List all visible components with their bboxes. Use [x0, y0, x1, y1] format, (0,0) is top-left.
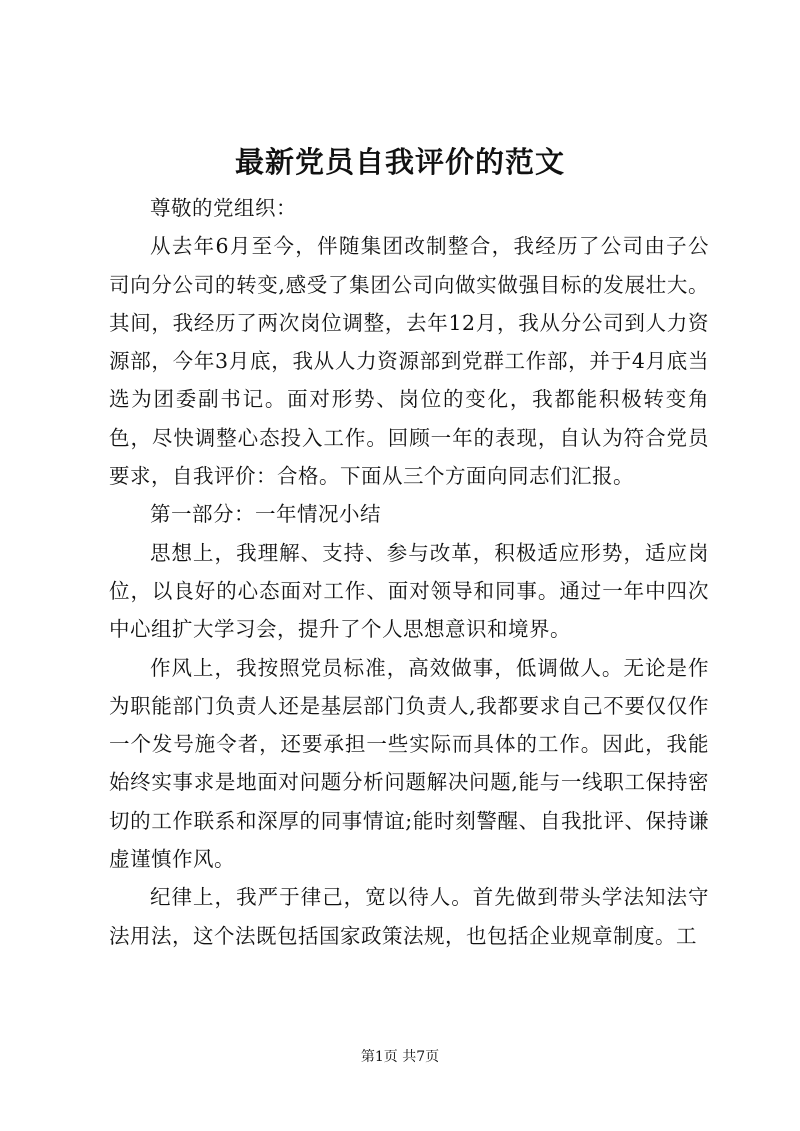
document-title: 最新党员自我评价的范文	[234, 145, 565, 179]
page-number: 第1页 共7页	[360, 1049, 440, 1065]
intro-paragraph: 从去年6月至今，伴随集团改制整合，我经历了公司由子公司向分公司的转变,感受了集团公司向做实做强目标的发展壮大。其间，我经历了两次岗位调整，去年12月，我从分公司到人力资源部，今年3月底，我从人力资源部到党群工作部，并于4月底当选为团委副书记。面对形势、岗位的变化，我都能积极转变角色，尽快调整心态投入工作。回顾一年的表现，自认为符合党员要求，自我评价：合格。下面从三个方面向同志们汇报。	[109, 234, 709, 489]
discipline-paragraph: 纪律上，我严于律己，宽以待人。首先做到带头学法知法守法用法，这个法既包括国家政策法规，也包括企业规章制度。工	[109, 885, 709, 948]
style-paragraph: 作风上，我按照党员标准，高效做事，低调做人。无论是作为职能部门负责人还是基层部门负责人,我都要求自己不要仅仅作一个发号施令者，还要承担一些实际而具体的工作。因此，我能始终实事求是地面对问题分析问题解决问题,能与一线职工保持密切的工作联系和深厚的同事情谊;能时刻警醒、自我批评、保持谦虚谨慎作风。	[109, 655, 709, 872]
document-body	[109, 189, 709, 955]
thought-paragraph: 思想上，我理解、支持、参与改革，积极适应形势，适应岗位，以良好的心态面对工作、面对领导和同事。通过一年中四次中心组扩大学习会，提升了个人思想意识和境界。	[109, 540, 709, 642]
section-heading: 第一部分：一年情况小结	[150, 502, 381, 527]
salutation-paragraph: 尊敬的党组织：	[150, 196, 297, 220]
